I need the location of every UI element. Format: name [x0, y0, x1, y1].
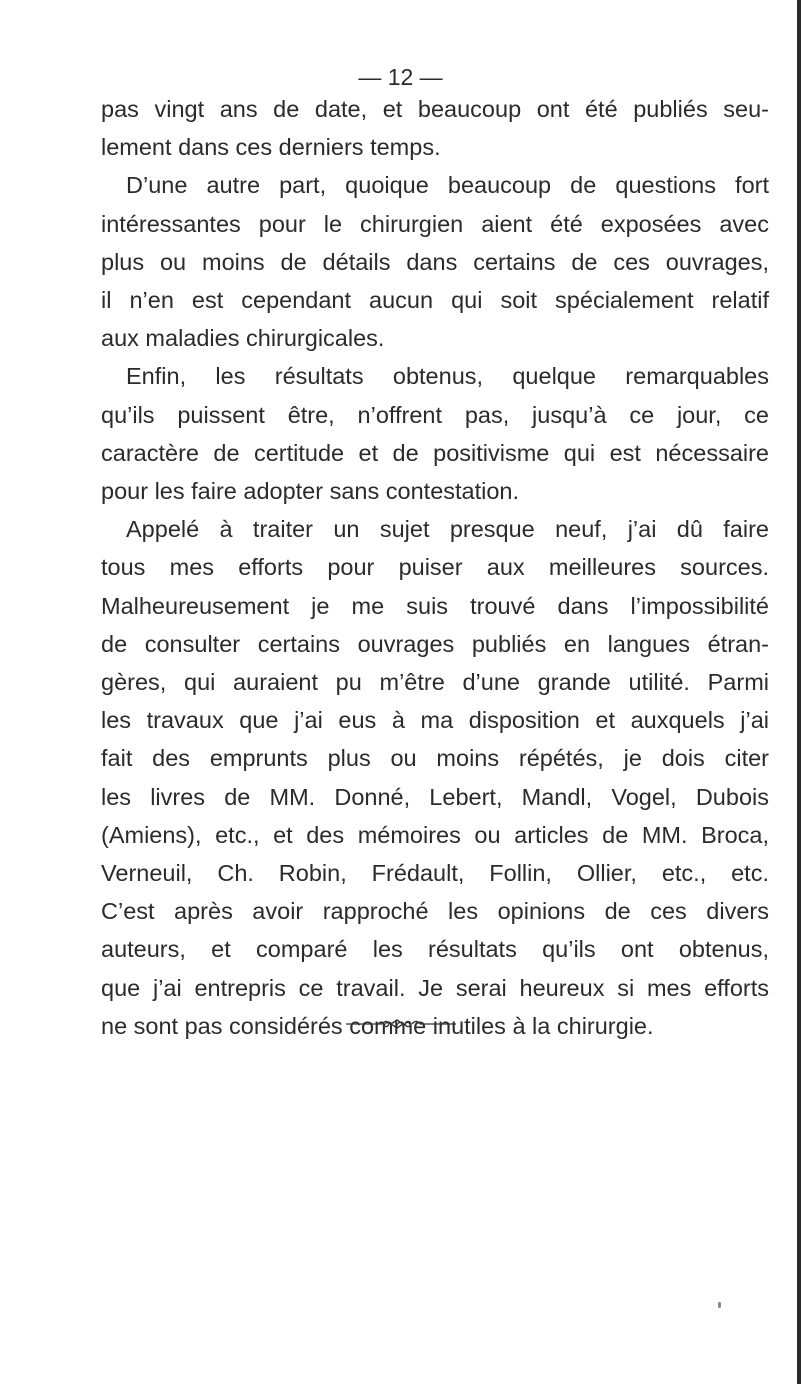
text-line: pas vingt ans de date, et beaucoup ont été publiés seu- — [101, 96, 769, 122]
text-line: (Amiens), etc., et des mémoires ou articles de MM. Broca, — [101, 821, 769, 848]
text-line: Malheureusement je me suis trouvé dans l’impossibilité — [101, 592, 769, 619]
text-line: aux maladies chirurgicales. — [101, 325, 385, 352]
text-line: tous mes efforts pour puiser aux meilleures sources. — [101, 554, 769, 581]
text-line: lement dans ces derniers temps. — [101, 134, 441, 161]
text-line: il n’en est cependant aucun qui soit spécialement relatif — [101, 287, 769, 314]
text-line: intéressantes pour le chirurgien aient été exposées avec — [101, 210, 769, 237]
text-line: Appelé à traiter un sujet presque neuf, j’ai dû faire — [126, 516, 769, 543]
text-line: de consulter certains ouvrages publiés en langues étran- — [101, 630, 769, 657]
text-line: fait des emprunts plus ou moins répétés, je dois citer — [101, 745, 769, 772]
text-line: caractère de certitude et de positivisme qui est nécessaire — [101, 439, 769, 466]
text-line: que j’ai entrepris ce travail. Je serai heureux si mes efforts — [101, 974, 769, 1001]
text-line: gères, qui auraient pu m’être d’une grande utilité. Parmi — [101, 669, 769, 696]
text-line: pour les faire adopter sans contestation. — [101, 478, 520, 505]
text-line: les livres de MM. Donné, Lebert, Mandl, Vogel, Dubois — [101, 783, 769, 810]
text-line: C’est après avoir rapproché les opinions de ces divers — [101, 898, 769, 925]
body-text — [101, 90, 769, 1045]
text-line: ne sont pas considérés comme inutiles à la chirurgie. — [101, 1012, 654, 1039]
text-line: qu’ils puissent être, n’offrent pas, jusqu’à ce jour, ce — [101, 401, 769, 428]
text-line: D’une autre part, quoique beaucoup de questions fort — [126, 172, 769, 199]
text-line: Verneuil, Ch. Robin, Frédault, Follin, Ollier, etc., etc. — [101, 860, 769, 887]
text-line: Enfin, les résultats obtenus, quelque remarquables — [126, 363, 769, 390]
page-edge — [797, 0, 801, 1384]
page-number-header: — 12 — — [358, 64, 443, 90]
ink-speck — [718, 1302, 721, 1308]
text-line: plus ou moins de détails dans certains de ces ouvrages, — [101, 248, 769, 275]
text-line: les travaux que j’ai eus à ma disposition et auxquels j’ai — [101, 707, 769, 734]
decorative-rule-icon — [0, 1016, 801, 1037]
text-line: auteurs, et comparé les résultats qu’ils ont obtenus, — [101, 936, 769, 963]
